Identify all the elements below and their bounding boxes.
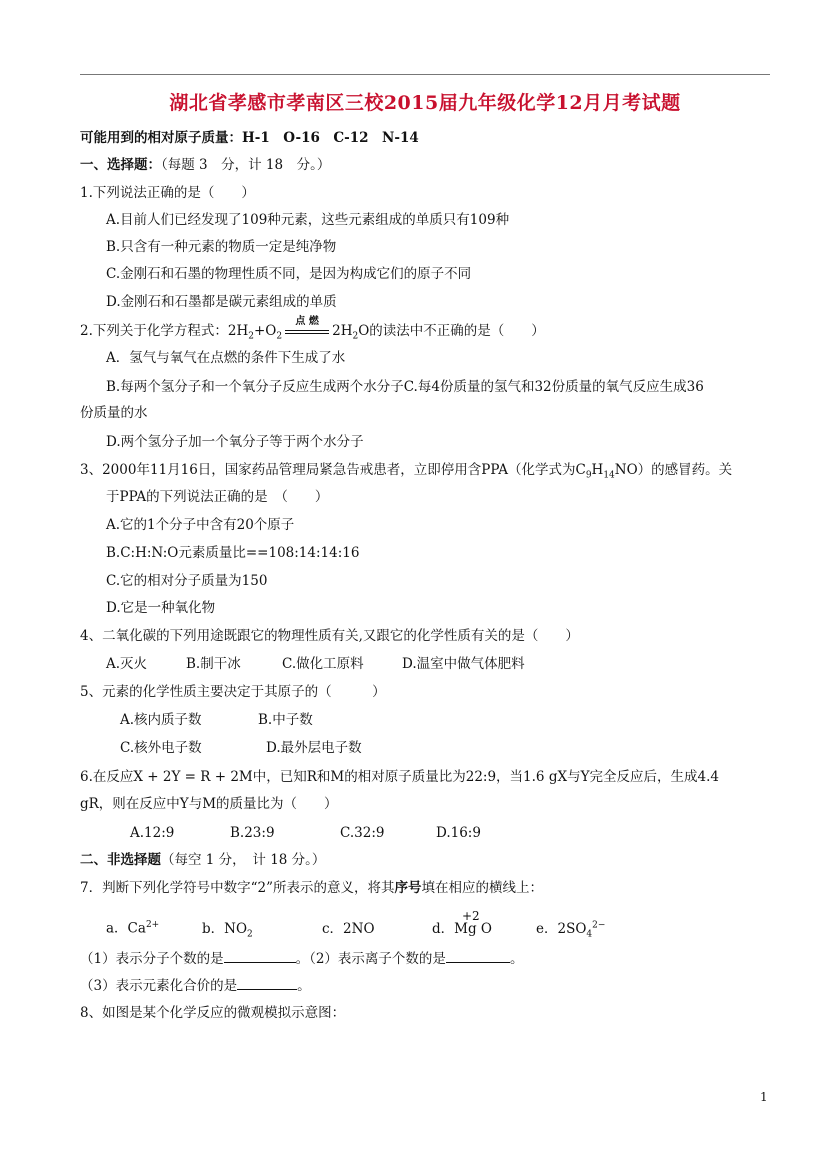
section2-title: 二、非选择题	[80, 852, 161, 868]
q1-stem: 1.下列说法正确的是（ ）	[80, 185, 255, 201]
q7-stem-b: 填在相应的横线上：	[421, 880, 543, 896]
q2-h2o-sub: 2	[352, 331, 359, 342]
q8-stem: 8、如图是某个化学反应的微观模拟示意图：	[80, 1005, 346, 1021]
page-title: 湖北省孝感市孝南区三校2015届九年级化学12月月考试题	[169, 92, 681, 114]
q6-option-c: C.32:9	[340, 825, 385, 841]
q5-stem: 5、元素的化学性质主要决定于其原子的（ ）	[80, 684, 386, 700]
q1-option-d: D.金刚石和石墨都是碳元素组成的单质	[106, 294, 337, 310]
q7-symbols	[106, 908, 606, 944]
q7-fill-row1	[80, 948, 523, 969]
q3-line1-b: NO）的感冒药。关	[614, 462, 733, 478]
q3-h: H	[591, 462, 604, 478]
section1-heading	[80, 155, 330, 175]
q7-symbol-e-text: e．2SO	[536, 920, 587, 937]
q7-blank-1[interactable]	[224, 948, 296, 963]
header-rule	[80, 74, 770, 75]
q7-stem-bold: 序号	[394, 880, 422, 896]
q2-plus-o: +O	[253, 323, 277, 339]
q4-options	[106, 654, 525, 674]
q3-c-sub: 9	[585, 470, 592, 481]
q3-line2: 于PPA的下列说法正确的是 （ ）	[106, 489, 329, 505]
q3-option-c: C.它的相对分子质量为150	[106, 573, 268, 589]
q4-stem: 4、二氧化碳的下列用途既跟它的物理性质有关,又跟它的化学性质有关的是（ ）	[80, 628, 579, 644]
section2-note: （每空 1 分， 计 18 分。）	[161, 852, 326, 868]
q7-fill3-end: 。	[297, 978, 311, 994]
q2-o2-sub: 2	[276, 331, 283, 342]
q6-line1: 6.在反应X + 2Y = R + 2M中，已知R和M的相对原子质量比为22:9，当1.6 gX与Y完全反应后，生成4.4	[80, 769, 719, 785]
q5-option-d: D.最外层电子数	[266, 740, 362, 756]
section2-heading	[80, 850, 325, 870]
q2-option-b: B.每两个氢分子和一个氧分子反应生成两个水分子C.每4份质量的氢气和32份质量的氧气反应生成36	[106, 379, 704, 395]
reaction-condition	[282, 316, 332, 341]
q2-option-a: A．氢气与氧气在点燃的条件下生成了水	[106, 350, 346, 366]
q7-symbol-a-sup: 2+	[145, 920, 160, 930]
q3-line1-a: 3、2000年11月16日，国家药品管理局紧急告戒患者，立即停用含PPA（化学式为C	[80, 462, 586, 478]
q7-symbol-a	[106, 915, 202, 939]
q6-options	[130, 823, 481, 843]
q7-symbol-a-text: a．Ca	[106, 920, 146, 937]
q6-option-b: B.23:9	[230, 825, 275, 841]
q6-option-a: A.12:9	[130, 825, 175, 841]
condition-label: 点 燃	[295, 316, 319, 327]
q5-option-c: C.核外电子数	[120, 740, 202, 756]
q7-symbol-e-sup: 2−	[592, 920, 606, 930]
q7-stem-a: 7．判断下列化学符号中数字“2”所表示的意义，将其	[80, 880, 395, 896]
q1-option-b: B.只含有一种元素的物质一定是纯净物	[106, 239, 337, 255]
q2-option-b-cont: 份质量的水	[80, 405, 148, 421]
q7-symbol-e-sub: 4	[586, 929, 593, 940]
q3-line1	[80, 460, 732, 486]
q7-blank-3[interactable]	[237, 975, 297, 990]
q7-symbol-b	[202, 919, 322, 945]
q7-fill2-end: 。	[509, 951, 524, 967]
q7-symbol-d	[432, 908, 536, 939]
q2-stem	[80, 316, 545, 347]
q7-symbol-d-valence: +2	[462, 908, 480, 923]
q4-option-b: B.制干冰	[186, 656, 241, 672]
q2-option-d: D.两个氢分子加一个氧分子等于两个水分子	[106, 434, 364, 450]
q7-fill2-label: 。（2）表示离子个数的是	[295, 951, 446, 967]
q5-options-row1	[120, 710, 313, 730]
q4-option-d: D.温室中做气体肥料	[402, 656, 525, 672]
q7-fill1-label: （1）表示分子个数的是	[80, 951, 224, 967]
q3-option-a: A.它的1个分子中含有20个原子	[106, 517, 295, 533]
q7-symbol-c: c．2NO	[322, 920, 375, 937]
q3-option-b: B.C:H:N:O元素质量比==108:14:14:16	[106, 545, 360, 561]
q5-option-b: B.中子数	[258, 712, 313, 728]
q7-fill-row2	[80, 975, 311, 996]
q3-h-sub: 14	[603, 470, 615, 481]
q7-symbol-b-sub: 2	[247, 929, 253, 940]
q7-symbol-d-text: d．Mg O	[432, 920, 492, 937]
q7-symbol-e	[536, 920, 606, 940]
q3-option-d: D.它是一种氧化物	[106, 600, 216, 616]
section1-note: （每题 3 分，计 18 分。）	[161, 157, 331, 173]
section1-title: 一、选择题：	[80, 157, 161, 173]
q2-h2-sub: 2	[248, 331, 254, 342]
q2-prefix: 2.下列关于化学方程式：2H	[80, 323, 249, 339]
q2-product: 2H	[332, 323, 353, 339]
q7-blank-2[interactable]	[446, 948, 510, 963]
q2-suffix: O的读法中不正确的是（ ）	[358, 323, 545, 339]
q5-options-row2	[120, 738, 362, 758]
q4-option-a: A.灭火	[106, 656, 148, 672]
q4-option-c: C.做化工原料	[282, 656, 364, 672]
q1-option-a: A.目前人们已经发现了109种元素，这些元素组成的单质只有109种	[106, 212, 510, 228]
q6-option-d: D.16:9	[436, 825, 481, 841]
q5-option-a: A.核内质子数	[120, 712, 202, 728]
page-number: 1	[760, 1090, 768, 1104]
q7-symbol-b-text: b．NO	[202, 920, 248, 937]
atomic-mass-note: 可能用到的相对原子质量：H-1 O-16 C-12 N-14	[80, 130, 419, 146]
q1-option-c: C.金刚石和石墨的物理性质不同，是因为构成它们的原子不同	[106, 266, 472, 282]
q6-line2: gR，则在反应中Y与M的质量比为（ ）	[80, 796, 338, 812]
q7-fill3-label: （3）表示元素化合价的是	[80, 978, 238, 994]
q7-stem	[80, 878, 543, 898]
